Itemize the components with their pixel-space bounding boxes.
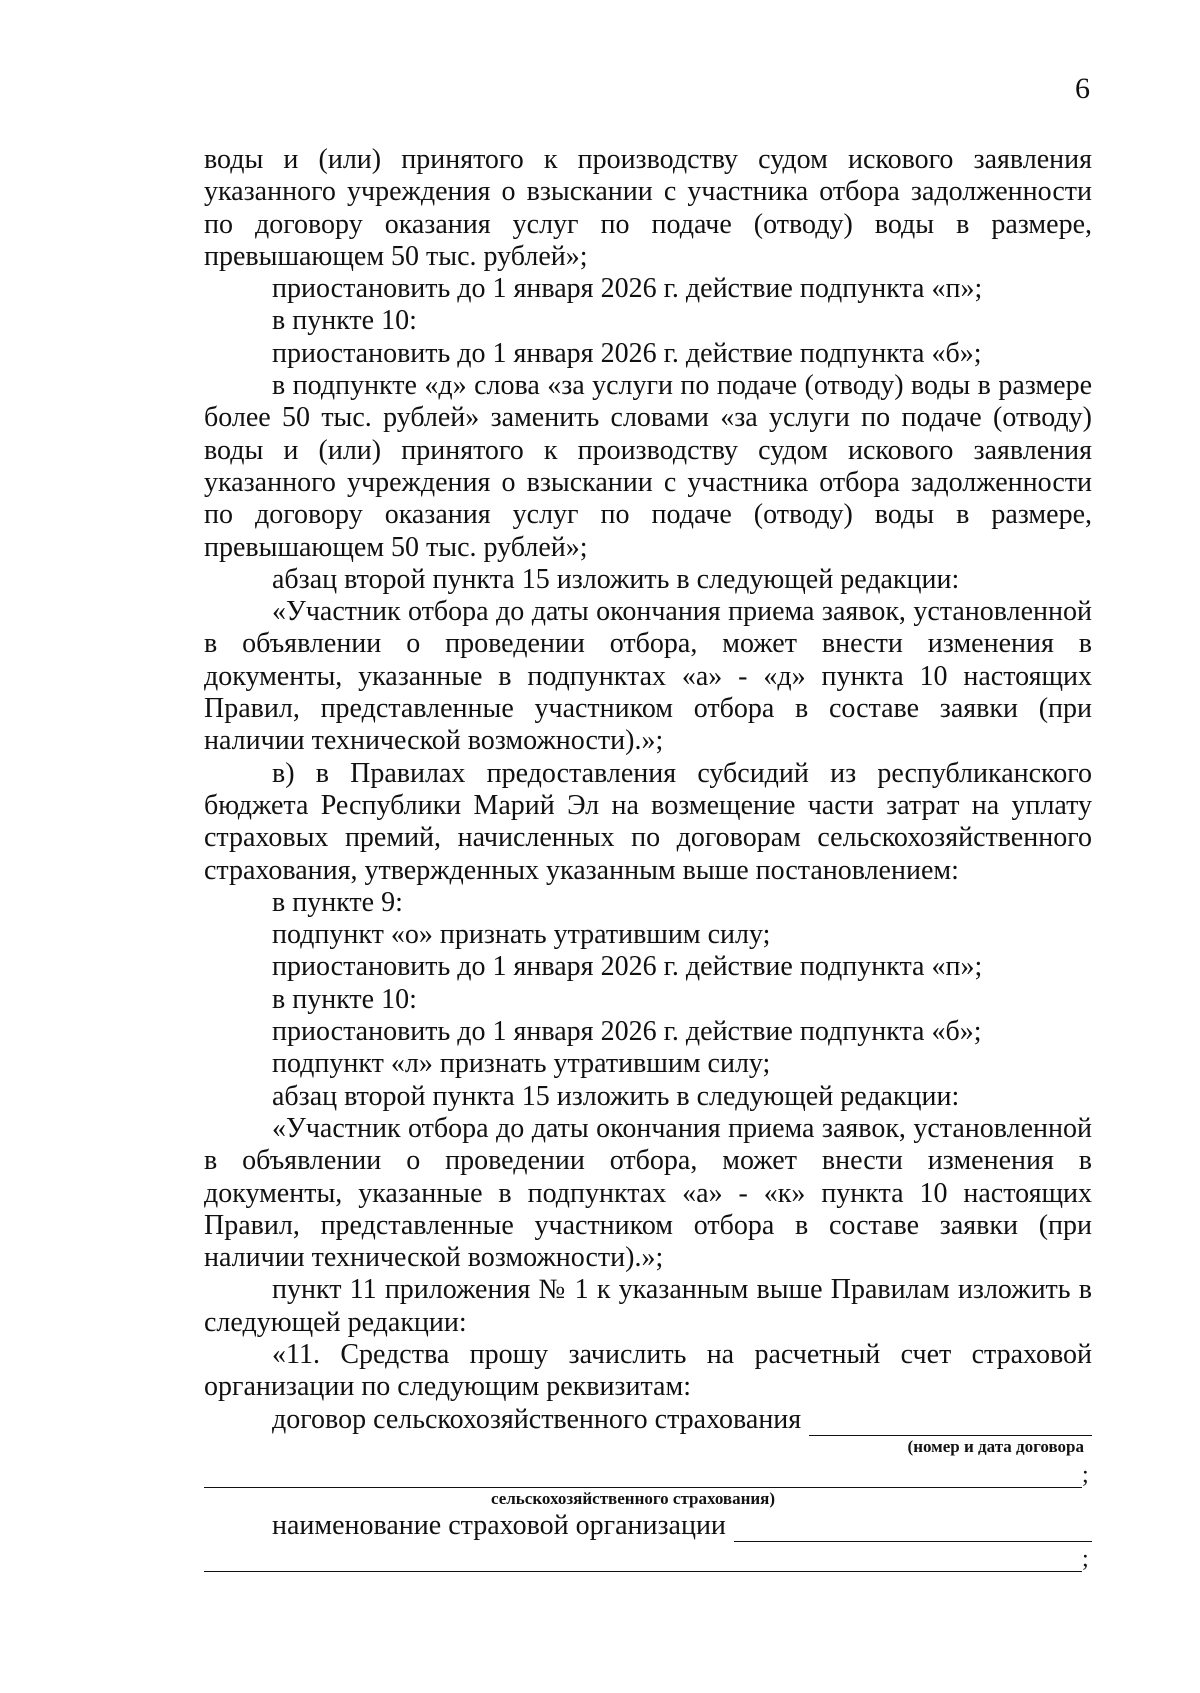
contract-caption-continued: сельскохозяйственного страхования) [490,1488,776,1508]
line-end-mark: ; [1082,1461,1089,1488]
paragraph: в подпункте «д» слова «за услуги по подаче (отводу) воды в размере более 50 тыс. рублей» заменить словами «за услуги по подаче (отводу) воды и (или) принятого к производству судом искового заявления указанного учреждения о взыскании с участника отбора задолженности по договору оказания услуг по подаче (отводу) воды в размере, превышающем 50 тыс. рублей»; [204,370,1092,563]
paragraph: в пункте 10: [272,305,417,337]
paragraph: приостановить до 1 января 2026 г. действие подпункта «п»; [272,951,983,983]
contract-blank-line [809,1413,1092,1436]
insurer-blank-line [734,1519,1092,1542]
paragraph: подпункт «о» признать утратившим силу; [272,919,771,951]
paragraph: абзац второй пункта 15 изложить в следующей редакции: [272,1080,960,1112]
paragraph: абзац второй пункта 15 изложить в следующей редакции: [272,563,960,595]
line-end-mark: ; [1082,1546,1089,1573]
paragraph: в) в Правилах предоставления субсидий из республиканского бюджета Республики Марий Эл на возмещение части затрат на уплату страховых премий, начисленных по договорам сельскохозяйственного страхования, утвержденных указанным выше постановлением: [204,757,1092,886]
contract-label: договор сельскохозяйственного страхования [272,1403,802,1435]
insurer-field-row [204,1510,1092,1542]
contract-caption: (номер и дата договора [907,1436,1084,1456]
paragraph: подпункт «л» признать утратившим силу; [272,1048,771,1080]
paragraph: в пункте 9: [272,886,403,918]
paragraph: в пункте 10: [272,983,417,1015]
insurer-continuation-row [204,1542,1092,1572]
paragraph: приостановить до 1 января 2026 г. действие подпункта «п»; [272,273,983,305]
paragraph: «11. Средства прошу зачислить на расчетный счет страховой организации по следующим реквизитам: [204,1338,1092,1403]
insurer-continuation-line [204,1549,1082,1572]
insurer-label: наименование страховой организации [272,1509,726,1541]
contract-continuation-line [204,1465,1082,1488]
paragraph: «Участник отбора до даты окончания приема заявок, установленной в объявлении о проведении отбора, может внести изменения в документы, указанные в подпунктах «а» - «д» пункта 10 настоящих Правил, представленные участником отбора в составе заявки (при наличии технической возможности).»; [204,596,1092,757]
contract-continuation-row [204,1458,1092,1488]
paragraph: приостановить до 1 января 2026 г. действие подпункта «б»; [272,337,982,369]
document-body [204,144,1092,1572]
page-number: 6 [1075,72,1090,105]
paragraph: «Участник отбора до даты окончания приема заявок, установленной в объявлении о проведении отбора, может внести изменения в документы, указанные в подпунктах «а» - «к» пункта 10 настоящих Правил, представленные участником отбора в составе заявки (при наличии технической возможности).»; [204,1112,1092,1274]
contract-field-row [204,1404,1092,1436]
paragraph: воды и (или) принятого к производству судом искового заявления указанного учреждения о взыскании с участника отбора задолженности по договору оказания услуг по подаче (отводу) воды в размере, превышающем 50 тыс. рублей»; [204,144,1092,272]
paragraph: приостановить до 1 января 2026 г. действие подпункта «б»; [272,1016,982,1048]
paragraph: пункт 11 приложения № 1 к указанным выше Правилам изложить в следующей редакции: [204,1274,1092,1338]
